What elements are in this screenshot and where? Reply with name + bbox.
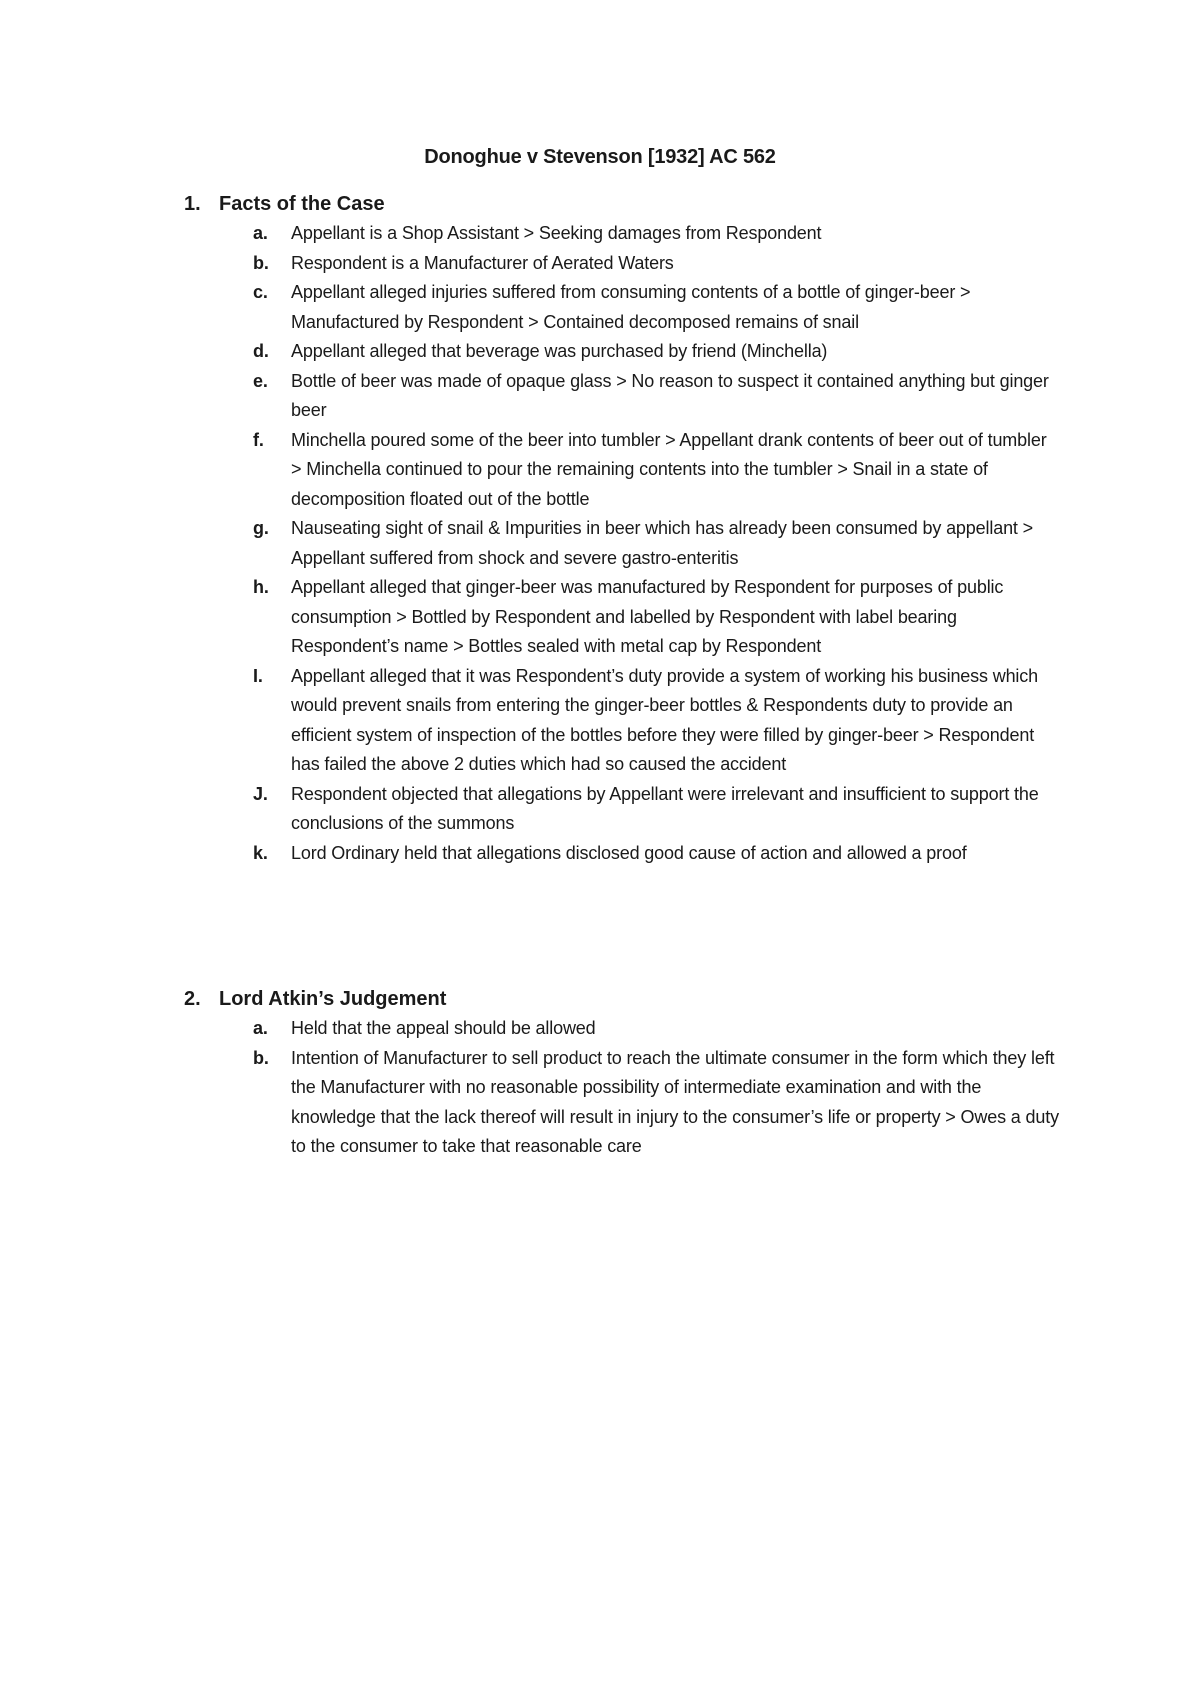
- list-item: [184, 1044, 1084, 1162]
- section-judgement: [184, 985, 1084, 1162]
- item-text: Minchella poured some of the beer into tumbler > Appellant drank contents of beer out of tumbler > Minchella continued to pour the remaining contents into the tumbler > Snail in a state of decomposition floated out of the bottle: [291, 429, 1047, 509]
- item-marker: a.: [253, 1018, 268, 1038]
- item-text: Appellant alleged injuries suffered from consuming contents of a bottle of ginger-beer > Manufactured by Respondent > Contained decomposed remains of snail: [291, 282, 971, 332]
- list-item: [184, 249, 1084, 279]
- list-item: [184, 426, 1084, 515]
- list-item: [184, 662, 1084, 780]
- list-item: [184, 367, 1084, 426]
- item-marker: h.: [253, 577, 269, 597]
- item-text: Appellant alleged that ginger-beer was manufactured by Respondent for purposes of public consumption > Bottled by Respondent and labelled by Respondent with label bearing Respondent’s name > Bottles sealed with metal cap by Respondent: [291, 577, 1004, 656]
- list-item: [184, 219, 1084, 249]
- item-marker: d.: [253, 341, 269, 361]
- list-item: [184, 839, 1084, 869]
- section-heading: [184, 190, 1084, 219]
- item-marker: k.: [253, 842, 268, 863]
- item-marker: J.: [253, 783, 268, 804]
- item-marker: c.: [253, 282, 268, 302]
- section-title: Facts of the Case: [219, 193, 385, 215]
- list-item: [184, 780, 1084, 839]
- facts-list: [184, 219, 1084, 868]
- list-item: [184, 573, 1084, 662]
- item-marker: b.: [253, 1047, 269, 1068]
- item-text: Appellant is a Shop Assistant > Seeking damages from Respondent: [291, 223, 822, 243]
- item-text: Bottle of beer was made of opaque glass > No reason to suspect it contained anything but ginger beer: [291, 370, 1049, 420]
- item-marker: f.: [253, 429, 264, 450]
- item-text: Nauseating sight of snail & Impurities in beer which has already been consumed by appellant > Appellant suffered from shock and severe gastro-enteritis: [291, 518, 1033, 568]
- item-text: Held that the appeal should be allowed: [291, 1018, 596, 1038]
- item-text: Intention of Manufacturer to sell product to reach the ultimate consumer in the form which they left the Manufacturer with no reasonable possibility of intermediate examination and with the knowledge that the lack thereof will result in injury to the consumer’s life or property > Owes a duty to the consumer to take that reasonable care: [291, 1047, 1059, 1156]
- item-text: Appellant alleged that beverage was purchased by friend (Minchella): [291, 341, 828, 361]
- item-text: Appellant alleged that it was Respondent’s duty provide a system of working his business which would prevent snails from entering the ginger-beer bottles & Respondents duty to provide an efficient system of inspection of the bottles before they were filled by ginger-beer > Respondent has failed the above 2 duties which had so caused the accident: [291, 665, 1038, 774]
- list-item: [184, 514, 1084, 573]
- item-marker: e.: [253, 370, 268, 391]
- item-marker: a.: [253, 223, 268, 243]
- section-facts: [184, 190, 1084, 868]
- item-text: Respondent is a Manufacturer of Aerated Waters: [291, 252, 674, 273]
- document-title: Donoghue v Stevenson [1932] AC 562: [424, 146, 776, 168]
- item-marker: g.: [253, 518, 269, 538]
- list-item: [184, 278, 1084, 337]
- section-heading: [184, 985, 1084, 1014]
- judgement-list: [184, 1014, 1084, 1162]
- item-text: Lord Ordinary held that allegations disclosed good cause of action and allowed a proof: [291, 842, 967, 863]
- list-item: [184, 1014, 1084, 1044]
- section-number: 2.: [184, 988, 201, 1010]
- section-title: Lord Atkin’s Judgement: [219, 988, 447, 1010]
- section-number: 1.: [184, 193, 201, 215]
- item-marker: b.: [253, 252, 269, 273]
- item-text: Respondent objected that allegations by Appellant were irrelevant and insufficient to support the conclusions of the summons: [291, 783, 1039, 833]
- list-item: [184, 337, 1084, 367]
- item-marker: I.: [253, 665, 263, 686]
